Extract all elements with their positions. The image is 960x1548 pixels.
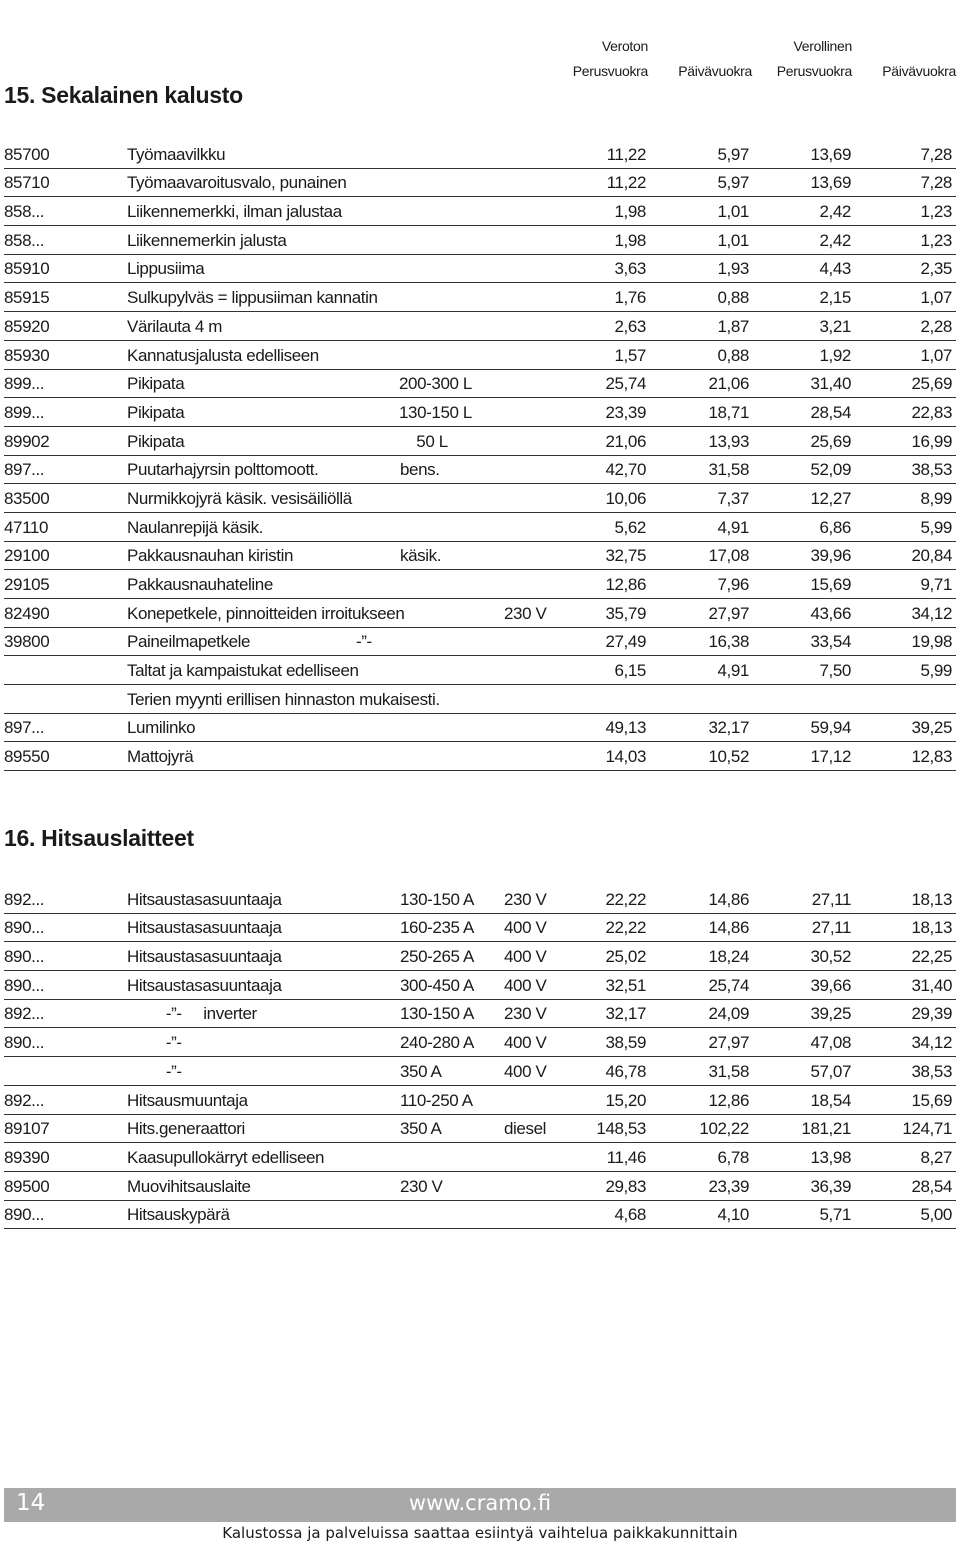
table-row [4, 542, 956, 571]
header-perusvuokra-verollinen: Perusvuokra [776, 63, 852, 79]
item-name: Kaasupullokärryt edelliseen [127, 1147, 325, 1167]
price-veroton-perusvuokra: 2,63 [614, 316, 646, 336]
item-name: Lippusiima [127, 259, 205, 279]
price-veroton-paivavuokra: 1,01 [717, 202, 749, 222]
price-verollinen-paivavuokra: 1,07 [920, 345, 952, 365]
item-spec: 230 V [400, 1176, 443, 1196]
price-verollinen-perusvuokra: 2,42 [819, 230, 851, 250]
item-name: Taltat ja kampaistukat edelliseen [127, 661, 359, 681]
item-code: 892... [4, 1090, 45, 1110]
price-veroton-perusvuokra: 23,39 [605, 402, 646, 422]
table-row [4, 914, 956, 943]
item-code: 899... [4, 374, 45, 394]
price-verollinen-paivavuokra: 12,83 [911, 747, 952, 767]
price-veroton-perusvuokra: 6,15 [614, 661, 646, 681]
item-code: 890... [4, 918, 45, 938]
item-code: 858... [4, 202, 45, 222]
header-veroton: Veroton [601, 38, 648, 54]
price-verollinen-perusvuokra: 39,66 [810, 975, 851, 995]
price-veroton-paivavuokra: 10,52 [708, 747, 749, 767]
price-verollinen-perusvuokra: 57,07 [810, 1061, 851, 1081]
price-veroton-perusvuokra: 4,68 [614, 1205, 646, 1225]
table-row [4, 1172, 956, 1201]
price-verollinen-perusvuokra: 13,69 [810, 144, 851, 164]
item-spec: 130-150 A [400, 889, 474, 909]
price-veroton-paivavuokra: 4,10 [717, 1205, 749, 1225]
price-veroton-paivavuokra: 27,97 [708, 603, 749, 623]
table-row [4, 570, 956, 599]
item-spec-2: 230 V [504, 889, 547, 909]
item-spec: 200-300 L [399, 374, 472, 394]
price-veroton-perusvuokra: 42,70 [605, 460, 646, 480]
item-name: Pikipata [127, 431, 185, 451]
price-verollinen-paivavuokra: 1,07 [920, 288, 952, 308]
item-spec-2: 230 V [504, 1004, 547, 1024]
price-verollinen-paivavuokra: 8,99 [920, 488, 952, 508]
item-code: 47110 [4, 517, 49, 537]
price-veroton-paivavuokra: 16,38 [708, 632, 749, 652]
item-code: 899... [4, 402, 45, 422]
table-row [4, 599, 956, 628]
price-veroton-paivavuokra: 7,96 [717, 575, 749, 594]
price-veroton-perusvuokra: 32,75 [605, 546, 646, 566]
table-row [4, 685, 956, 714]
item-name: Hitsaustasasuuntaaja [127, 947, 282, 967]
item-spec: 350 A [400, 1061, 442, 1081]
price-veroton-perusvuokra: 5,62 [614, 517, 646, 537]
price-veroton-perusvuokra: 3,63 [614, 259, 646, 279]
item-name: Paineilmapetkele [127, 632, 251, 652]
item-code: 892... [4, 1004, 45, 1024]
table-row [4, 1115, 956, 1144]
price-veroton-perusvuokra: 148,53 [596, 1119, 646, 1139]
item-code: 29100 [4, 546, 50, 566]
price-verollinen-perusvuokra: 31,40 [810, 374, 851, 394]
table-row [4, 885, 956, 914]
price-veroton-paivavuokra: 14,86 [708, 889, 749, 909]
price-veroton-perusvuokra: 27,49 [605, 632, 646, 652]
price-verollinen-paivavuokra: 18,13 [911, 889, 952, 909]
item-spec-2: 400 V [504, 975, 547, 995]
price-veroton-paivavuokra: 5,97 [717, 173, 749, 193]
price-veroton-perusvuokra: 1,57 [614, 345, 646, 365]
price-veroton-perusvuokra: 46,78 [605, 1061, 646, 1081]
price-veroton-perusvuokra: 22,22 [605, 918, 646, 938]
item-spec-2: 230 V [504, 603, 547, 623]
header-verollinen: Verollinen [793, 38, 852, 54]
item-name: Pikipata [127, 374, 185, 394]
price-veroton-paivavuokra: 24,09 [708, 1004, 749, 1024]
price-veroton-paivavuokra: 14,86 [708, 918, 749, 938]
table-row [4, 1201, 956, 1230]
item-spec: bens. [400, 460, 440, 480]
price-veroton-paivavuokra: 0,88 [717, 345, 749, 365]
table-row [4, 140, 956, 169]
section-16-table [4, 885, 956, 1229]
price-veroton-paivavuokra: 4,91 [717, 661, 749, 681]
price-verollinen-paivavuokra: 20,84 [911, 546, 952, 566]
item-spec: 130-150 L [399, 402, 472, 422]
item-spec: 300-450 A [400, 975, 474, 995]
item-spec-2: 400 V [504, 918, 547, 938]
price-veroton-paivavuokra: 18,71 [708, 402, 749, 422]
item-name: -”- inverter [127, 1004, 257, 1024]
price-verollinen-perusvuokra: 181,21 [801, 1119, 851, 1139]
table-row [4, 656, 956, 685]
item-code: 890... [4, 1033, 45, 1053]
price-verollinen-perusvuokra: 25,69 [810, 431, 851, 451]
table-row [4, 484, 956, 513]
price-verollinen-perusvuokra: 47,08 [810, 1033, 851, 1053]
item-name: Nurmikkojyrä käsik. vesisäiliöllä [127, 488, 352, 508]
item-spec: käsik. [400, 546, 442, 566]
table-row [4, 370, 956, 399]
price-verollinen-perusvuokra: 30,52 [810, 947, 851, 967]
item-code: 89390 [4, 1147, 50, 1167]
table-row [4, 942, 956, 971]
table-row [4, 456, 956, 485]
item-spec: 250-265 A [400, 947, 474, 967]
item-name: Hitsaustasasuuntaaja [127, 918, 282, 938]
item-name: Puutarhajyrsin polttomoott. [127, 460, 319, 480]
price-veroton-perusvuokra: 35,79 [605, 603, 646, 623]
item-code: 39800 [4, 632, 50, 652]
item-name: Värilauta 4 m [127, 316, 222, 336]
header-perusvuokra-veroton: Perusvuokra [572, 63, 648, 79]
item-code: 89550 [4, 747, 50, 767]
item-code: 897... [4, 718, 45, 738]
price-verollinen-paivavuokra: 31,40 [911, 975, 952, 995]
price-veroton-paivavuokra: 23,39 [708, 1176, 749, 1196]
price-verollinen-perusvuokra: 39,96 [810, 546, 851, 566]
price-veroton-perusvuokra: 25,02 [605, 947, 646, 967]
price-veroton-paivavuokra: 12,86 [708, 1090, 749, 1110]
price-veroton-perusvuokra: 11,46 [606, 1147, 646, 1167]
price-verollinen-paivavuokra: 28,54 [911, 1176, 952, 1196]
price-verollinen-paivavuokra: 15,69 [911, 1090, 952, 1110]
price-veroton-paivavuokra: 6,78 [717, 1147, 749, 1167]
item-name: Pakkausnauhan kiristin [127, 546, 294, 566]
item-code: 892... [4, 889, 45, 909]
price-veroton-paivavuokra: 31,58 [708, 460, 749, 480]
item-name: Hitsauskypärä [127, 1205, 230, 1225]
table-row [4, 1086, 956, 1115]
item-code: 890... [4, 947, 45, 967]
price-veroton-paivavuokra: 1,93 [717, 259, 749, 279]
price-veroton-perusvuokra: 38,59 [605, 1033, 646, 1053]
table-row [4, 1028, 956, 1057]
item-name: Liikennemerkin jalusta [127, 230, 287, 250]
price-verollinen-perusvuokra: 6,86 [819, 517, 851, 537]
price-verollinen-perusvuokra: 43,66 [810, 603, 851, 623]
price-veroton-paivavuokra: 18,24 [708, 947, 749, 967]
item-spec: 110-250 A [400, 1090, 473, 1110]
item-name: Hitsaustasasuuntaaja [127, 975, 282, 995]
price-verollinen-perusvuokra: 5,71 [819, 1205, 851, 1225]
price-verollinen-paivavuokra: 7,28 [920, 144, 952, 164]
item-name: Mattojyrä [127, 747, 194, 767]
item-name: Kannatusjalusta edelliseen [127, 345, 319, 365]
table-row [4, 398, 956, 427]
item-name: Pikipata [127, 402, 185, 422]
price-verollinen-paivavuokra: 1,23 [920, 202, 952, 222]
item-name: Hitsaustasasuuntaaja [127, 889, 282, 909]
price-veroton-paivavuokra: 27,97 [708, 1033, 749, 1053]
price-veroton-paivavuokra: 13,93 [708, 431, 749, 451]
price-verollinen-perusvuokra: 27,11 [811, 889, 851, 909]
price-verollinen-paivavuokra: 2,28 [920, 316, 952, 336]
price-verollinen-paivavuokra: 19,98 [911, 632, 952, 652]
item-spec: 130-150 A [400, 1004, 474, 1024]
item-name: -”- [127, 1033, 182, 1053]
price-veroton-paivavuokra: 1,87 [717, 316, 749, 336]
table-row [4, 628, 956, 657]
price-verollinen-perusvuokra: 18,54 [810, 1090, 851, 1110]
table-row [4, 197, 956, 226]
item-spec: 350 A [400, 1119, 442, 1139]
table-row [4, 255, 956, 284]
price-verollinen-paivavuokra: 39,25 [911, 718, 952, 738]
price-verollinen-perusvuokra: 2,15 [819, 288, 851, 308]
price-veroton-paivavuokra: 102,22 [699, 1119, 749, 1139]
section-16-title: 16. Hitsauslaitteet [4, 825, 194, 851]
item-code: 897... [4, 460, 45, 480]
price-veroton-perusvuokra: 21,06 [605, 431, 646, 451]
price-veroton-paivavuokra: 7,37 [717, 488, 749, 508]
price-veroton-perusvuokra: 14,03 [605, 747, 646, 767]
table-row [4, 742, 956, 771]
price-verollinen-paivavuokra: 22,25 [911, 947, 952, 967]
table-row [4, 1143, 956, 1172]
item-spec: 240-280 A [400, 1033, 474, 1053]
table-row [4, 312, 956, 341]
price-verollinen-paivavuokra: 2,35 [920, 259, 952, 279]
table-row [4, 1000, 956, 1029]
item-spec-2: 400 V [504, 1033, 547, 1053]
price-verollinen-paivavuokra: 8,27 [920, 1147, 952, 1167]
item-code: 83500 [4, 488, 50, 508]
price-veroton-perusvuokra: 1,98 [614, 202, 646, 222]
header-paivavuokra-verollinen: Päivävuokra [882, 63, 956, 79]
price-verollinen-paivavuokra: 5,00 [920, 1205, 952, 1225]
header-paivavuokra-veroton: Päivävuokra [678, 63, 752, 79]
table-row [4, 513, 956, 542]
item-name: Konepetkele, pinnoitteiden irroitukseen [127, 603, 405, 623]
item-spec: 160-235 A [400, 918, 474, 938]
table-row [4, 283, 956, 312]
price-veroton-perusvuokra: 15,20 [605, 1090, 646, 1110]
item-spec-2: diesel [504, 1119, 547, 1139]
price-verollinen-perusvuokra: 2,42 [819, 202, 851, 222]
price-verollinen-perusvuokra: 36,39 [810, 1176, 851, 1196]
item-code: 85930 [4, 345, 50, 365]
price-verollinen-perusvuokra: 17,12 [810, 747, 851, 767]
price-veroton-paivavuokra: 17,08 [708, 546, 749, 566]
price-veroton-perusvuokra: 1,98 [614, 230, 646, 250]
table-row [4, 1057, 956, 1086]
item-code: 85920 [4, 316, 50, 336]
page-number: 14 [16, 1490, 46, 1516]
price-verollinen-paivavuokra: 38,53 [911, 460, 952, 480]
price-veroton-perusvuokra: 32,51 [605, 975, 646, 995]
price-verollinen-paivavuokra: 9,71 [920, 575, 952, 594]
item-code: 89107 [4, 1119, 50, 1139]
price-verollinen-perusvuokra: 3,21 [819, 316, 851, 336]
price-verollinen-perusvuokra: 27,11 [811, 918, 851, 938]
price-veroton-perusvuokra: 12,86 [605, 575, 646, 594]
item-name: Työmaavaroitusvalo, punainen [127, 173, 347, 193]
table-row [4, 427, 956, 456]
section-15-table [4, 140, 956, 771]
item-code: 890... [4, 1205, 45, 1225]
item-name: Pakkausnauhateline [127, 575, 273, 594]
price-verollinen-perusvuokra: 1,92 [819, 345, 851, 365]
price-verollinen-perusvuokra: 12,27 [810, 488, 851, 508]
table-row [4, 169, 956, 198]
price-verollinen-perusvuokra: 15,69 [810, 575, 851, 594]
price-verollinen-paivavuokra: 34,12 [911, 1033, 952, 1053]
price-verollinen-perusvuokra: 52,09 [810, 460, 851, 480]
website-link[interactable]: www.cramo.fi [408, 1491, 552, 1515]
item-code: 890... [4, 975, 45, 995]
item-spec-2: 400 V [504, 947, 547, 967]
price-verollinen-paivavuokra: 22,83 [911, 402, 952, 422]
price-verollinen-perusvuokra: 59,94 [810, 718, 851, 738]
item-name: Sulkupylväs = lippusiiman kannatin [127, 288, 378, 308]
price-verollinen-perusvuokra: 13,69 [810, 173, 851, 193]
item-name: -”- [127, 1061, 182, 1081]
price-veroton-perusvuokra: 11,22 [606, 173, 646, 193]
item-name: Hitsausmuuntaja [127, 1090, 248, 1110]
price-veroton-paivavuokra: 5,97 [717, 144, 749, 164]
item-name: Terien myynti erillisen hinnaston mukaisesti. [127, 689, 440, 709]
price-veroton-paivavuokra: 32,17 [708, 718, 749, 738]
price-veroton-paivavuokra: 25,74 [708, 975, 749, 995]
price-verollinen-paivavuokra: 7,28 [920, 173, 952, 193]
table-row [4, 971, 956, 1000]
table-row [4, 341, 956, 370]
item-code: 858... [4, 230, 45, 250]
item-name: Muovihitsauslaite [127, 1176, 251, 1196]
item-spec: -”- [356, 632, 372, 652]
item-code: 82490 [4, 603, 50, 623]
price-veroton-perusvuokra: 32,17 [605, 1004, 646, 1024]
item-code: 85710 [4, 173, 50, 193]
price-veroton-paivavuokra: 4,91 [717, 517, 749, 537]
price-veroton-perusvuokra: 1,76 [614, 288, 646, 308]
price-verollinen-perusvuokra: 4,43 [819, 259, 851, 279]
item-name: Naulanrepijä käsik. [127, 517, 264, 537]
price-verollinen-paivavuokra: 5,99 [920, 517, 952, 537]
item-code: 29105 [4, 575, 50, 594]
price-veroton-paivavuokra: 1,01 [717, 230, 749, 250]
price-verollinen-perusvuokra: 33,54 [810, 632, 851, 652]
item-code: 85915 [4, 288, 50, 308]
price-verollinen-perusvuokra: 28,54 [810, 402, 851, 422]
price-verollinen-paivavuokra: 29,39 [911, 1004, 952, 1024]
price-verollinen-paivavuokra: 34,12 [911, 603, 952, 623]
price-verollinen-perusvuokra: 7,50 [819, 661, 851, 681]
item-spec: 50 L [399, 431, 448, 451]
price-verollinen-perusvuokra: 13,98 [810, 1147, 851, 1167]
item-spec-2: 400 V [504, 1061, 547, 1081]
item-code: 89500 [4, 1176, 50, 1196]
item-name: Hits.generaattori [127, 1119, 245, 1139]
price-veroton-paivavuokra: 21,06 [708, 374, 749, 394]
price-veroton-perusvuokra: 29,83 [605, 1176, 646, 1196]
price-veroton-paivavuokra: 0,88 [717, 288, 749, 308]
item-code: 85910 [4, 259, 50, 279]
price-veroton-perusvuokra: 11,22 [606, 144, 646, 164]
table-row [4, 226, 956, 255]
price-verollinen-paivavuokra: 5,99 [920, 661, 952, 681]
price-verollinen-paivavuokra: 38,53 [911, 1061, 952, 1081]
price-verollinen-paivavuokra: 25,69 [911, 374, 952, 394]
price-veroton-perusvuokra: 49,13 [605, 718, 646, 738]
item-code: 89902 [4, 431, 50, 451]
price-verollinen-paivavuokra: 124,71 [902, 1119, 952, 1139]
price-veroton-perusvuokra: 22,22 [605, 889, 646, 909]
price-veroton-paivavuokra: 31,58 [708, 1061, 749, 1081]
footer-note: Kalustossa ja palveluissa saattaa esiintyä vaihtelua paikkakunnittain [222, 1524, 738, 1542]
price-verollinen-paivavuokra: 1,23 [920, 230, 952, 250]
price-verollinen-perusvuokra: 39,25 [810, 1004, 851, 1024]
item-code: 85700 [4, 144, 50, 164]
price-veroton-perusvuokra: 25,74 [605, 374, 646, 394]
item-name: Työmaavilkku [127, 144, 226, 164]
section-15-title: 15. Sekalainen kalusto [4, 82, 243, 108]
table-row [4, 714, 956, 743]
price-veroton-perusvuokra: 10,06 [605, 488, 646, 508]
price-verollinen-paivavuokra: 16,99 [911, 431, 952, 451]
item-name: Liikennemerkki, ilman jalustaa [127, 202, 342, 222]
item-name: Lumilinko [127, 718, 196, 738]
price-verollinen-paivavuokra: 18,13 [911, 918, 952, 938]
